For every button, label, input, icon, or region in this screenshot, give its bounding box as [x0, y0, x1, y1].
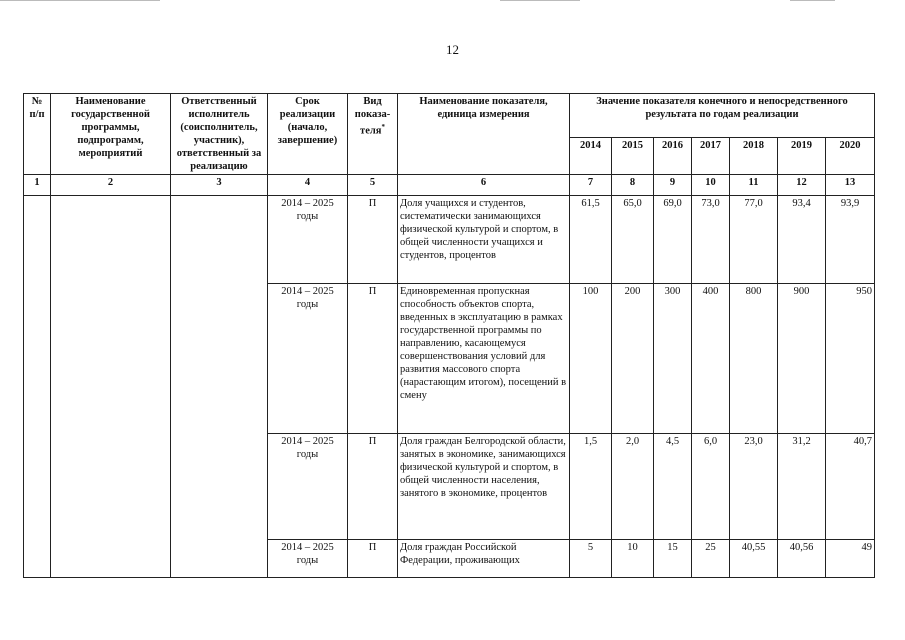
- cell-indicator-type: П: [348, 540, 398, 578]
- cell-indicator-name: Доля граждан Белгородской области, занятых в экономике, занимающихся физической культурой и спортом, в общей численности населения, занятого в экономике, процентов: [398, 434, 570, 540]
- cell-number-empty: [24, 196, 51, 578]
- cell-period: 2014 – 2025 годы: [268, 196, 348, 284]
- cell-value: 200: [612, 284, 654, 434]
- cell-responsible-empty: [171, 196, 268, 578]
- scan-artifact-line: [500, 0, 580, 1]
- cell-value: 5: [570, 540, 612, 578]
- table-header-row: [24, 94, 875, 138]
- column-number: 2: [51, 175, 171, 196]
- header-indicator-name: Наименование показателя, единица измерения: [398, 94, 570, 175]
- cell-value: 800: [730, 284, 778, 434]
- scan-artifact-line: [790, 0, 835, 1]
- header-values: Значение показателя конечного и непосредственного результата по годам реализации: [570, 94, 875, 138]
- cell-value: 900: [778, 284, 826, 434]
- header-number: № п/п: [24, 94, 51, 175]
- column-number: 5: [348, 175, 398, 196]
- column-number: 11: [730, 175, 778, 196]
- cell-value: 15: [654, 540, 692, 578]
- year-header: 2020: [826, 138, 875, 175]
- column-number: 13: [826, 175, 875, 196]
- column-numbers-row: [24, 175, 875, 196]
- header-program-name: Наименование государственной программы, подпрограмм, мероприятий: [51, 94, 171, 175]
- header-indicator-type-text: Вид показа-теля: [354, 96, 391, 137]
- cell-indicator-type: П: [348, 196, 398, 284]
- cell-period: 2014 – 2025 годы: [268, 434, 348, 540]
- cell-value: 77,0: [730, 196, 778, 284]
- year-header: 2019: [778, 138, 826, 175]
- cell-value: 950: [826, 284, 875, 434]
- scan-artifact-line: [0, 0, 160, 1]
- year-header: 2015: [612, 138, 654, 175]
- cell-indicator-type: П: [348, 434, 398, 540]
- cell-indicator-type: П: [348, 284, 398, 434]
- cell-value: 100: [570, 284, 612, 434]
- column-number: 1: [24, 175, 51, 196]
- cell-value: 10: [612, 540, 654, 578]
- column-number: 4: [268, 175, 348, 196]
- year-header: 2016: [654, 138, 692, 175]
- cell-value: 40,56: [778, 540, 826, 578]
- cell-indicator-name: Единовременная пропускная способность объектов спорта, введенных в эксплуатацию в рамках государственной программы по направлению, касающемуся совершенствования условий для развития массового спорта (нарастающим итогом), посещений в смену: [398, 284, 570, 434]
- column-number: 12: [778, 175, 826, 196]
- cell-period: 2014 – 2025 годы: [268, 540, 348, 578]
- cell-period: 2014 – 2025 годы: [268, 284, 348, 434]
- cell-indicator-name: Доля учащихся и студентов, систематически занимающихся физической культурой и спортом, в общей численности учащихся и студентов, процентов: [398, 196, 570, 284]
- cell-value: 40,7: [826, 434, 875, 540]
- cell-value: 1,5: [570, 434, 612, 540]
- column-number: 9: [654, 175, 692, 196]
- cell-value: 31,2: [778, 434, 826, 540]
- column-number: 3: [171, 175, 268, 196]
- cell-value: 93,9: [826, 196, 875, 284]
- year-header: 2014: [570, 138, 612, 175]
- cell-value: 2,0: [612, 434, 654, 540]
- column-number: 10: [692, 175, 730, 196]
- cell-value: 23,0: [730, 434, 778, 540]
- column-number: 8: [612, 175, 654, 196]
- year-header: 2017: [692, 138, 730, 175]
- cell-indicator-name: Доля граждан Российской Федерации, проживающих: [398, 540, 570, 578]
- indicators-table: [23, 93, 875, 578]
- cell-value: 65,0: [612, 196, 654, 284]
- cell-value: 6,0: [692, 434, 730, 540]
- header-indicator-type: [348, 94, 398, 175]
- cell-program-empty: [51, 196, 171, 578]
- cell-value: 4,5: [654, 434, 692, 540]
- header-period: Срок реализации (начало, завершение): [268, 94, 348, 175]
- cell-value: 69,0: [654, 196, 692, 284]
- table-row: [24, 196, 875, 284]
- cell-value: 25: [692, 540, 730, 578]
- cell-value: 300: [654, 284, 692, 434]
- header-indicator-type-footnote: *: [381, 123, 385, 131]
- cell-value: 73,0: [692, 196, 730, 284]
- year-header: 2018: [730, 138, 778, 175]
- cell-value: 400: [692, 284, 730, 434]
- cell-value: 40,55: [730, 540, 778, 578]
- column-number: 6: [398, 175, 570, 196]
- cell-value: 93,4: [778, 196, 826, 284]
- page-number: 12: [446, 42, 459, 57]
- header-responsible: Ответственный исполнитель (соисполнитель, участник), ответственный за реализацию: [171, 94, 268, 175]
- cell-value: 49: [826, 540, 875, 578]
- cell-value: 61,5: [570, 196, 612, 284]
- column-number: 7: [570, 175, 612, 196]
